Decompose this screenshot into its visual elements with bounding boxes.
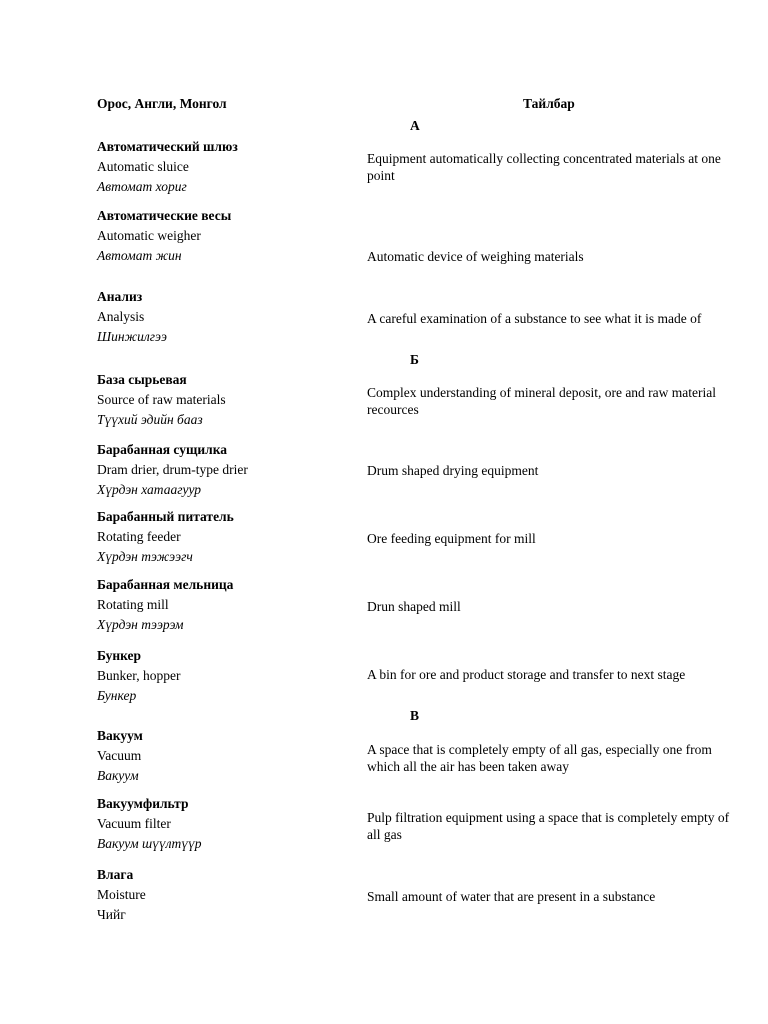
- term-description: Drum shaped drying equipment: [367, 463, 539, 478]
- term-entry: [97, 728, 352, 785]
- term-russian: Автоматический шлюз: [97, 139, 238, 154]
- term-russian: Барабанный питатель: [97, 509, 234, 524]
- term-description: Automatic device of weighing materials: [367, 249, 584, 264]
- term-english: Vacuum: [97, 747, 142, 763]
- term-russian: Вакуум: [97, 728, 143, 743]
- term-mongolian: Хүрдэн тээрэм: [97, 616, 184, 632]
- term-description: Ore feeding equipment for mill: [367, 531, 536, 546]
- term-entry: [97, 577, 352, 634]
- term-russian: База сырьевая: [97, 372, 187, 387]
- term-entry: [97, 509, 352, 566]
- term-mongolian: Вакуум: [97, 767, 139, 783]
- term-english: Automatic weigher: [97, 227, 201, 243]
- term-mongolian: Түүхий эдийн бааз: [97, 411, 203, 427]
- term-english: Moisture: [97, 886, 146, 902]
- column-header-description: Тайлбар: [523, 96, 575, 111]
- term-mongolian: Автомат жин: [97, 247, 182, 263]
- term-mongolian: Хүрдэн тэжээгч: [97, 548, 193, 564]
- term-russian: Бункер: [97, 648, 142, 663]
- term-mongolian: Вакуум шүүлтүүр: [97, 835, 202, 851]
- term-entry: [97, 289, 352, 346]
- term-russian: Вакуумфильтр: [97, 796, 189, 811]
- term-russian: Барабанная сущилка: [97, 442, 228, 457]
- term-entry: [97, 372, 352, 429]
- term-description: Equipment automatically collecting concentrated materials at one point: [367, 151, 721, 183]
- term-description: Complex understanding of mineral deposit, ore and raw material recources: [367, 385, 717, 417]
- term-description: A careful examination of a substance to see what it is made of: [367, 311, 702, 326]
- term-mongolian: Шинжилгээ: [97, 328, 167, 344]
- section-letter-v: В: [410, 708, 420, 723]
- term-russian: Барабанная мельница: [97, 577, 234, 592]
- term-english: Automatic sluice: [97, 158, 189, 174]
- term-entry: [97, 139, 352, 196]
- term-english: Analysis: [97, 308, 145, 324]
- term-entry: [97, 648, 352, 705]
- term-russian: Влага: [97, 867, 134, 882]
- term-english: Vacuum filter: [97, 815, 171, 831]
- term-mongolian: Бункер: [97, 687, 137, 703]
- term-entry: [97, 867, 352, 924]
- term-english: Rotating mill: [97, 596, 169, 612]
- section-letter-a: А: [410, 118, 420, 133]
- column-header-terms: Орос, Англи, Монгол: [97, 96, 227, 111]
- term-entry: [97, 796, 352, 853]
- term-description: A space that is completely empty of all gas, especially one from which all the air has been taken away: [367, 742, 712, 774]
- term-description: Small amount of water that are present in a substance: [367, 889, 656, 904]
- term-english: Bunker, hopper: [97, 667, 181, 683]
- term-description: Drun shaped mill: [367, 599, 461, 614]
- term-mongolian: Хүрдэн хатаагуур: [97, 481, 202, 497]
- term-entry: [97, 442, 352, 499]
- term-english: Rotating feeder: [97, 528, 181, 544]
- term-russian: Автоматические весы: [97, 208, 232, 223]
- term-description: Pulp filtration equipment using a space that is completely empty of all gas: [367, 810, 730, 842]
- term-english: Dram drier, drum-type drier: [97, 461, 248, 477]
- term-entry: [97, 208, 352, 265]
- term-mongolian: Чийг: [97, 906, 126, 922]
- term-description: A bin for ore and product storage and transfer to next stage: [367, 667, 686, 682]
- term-mongolian: Автомат хориг: [97, 178, 187, 194]
- term-english: Source of raw materials: [97, 391, 226, 407]
- section-letter-b: Б: [410, 352, 419, 367]
- term-russian: Анализ: [97, 289, 143, 304]
